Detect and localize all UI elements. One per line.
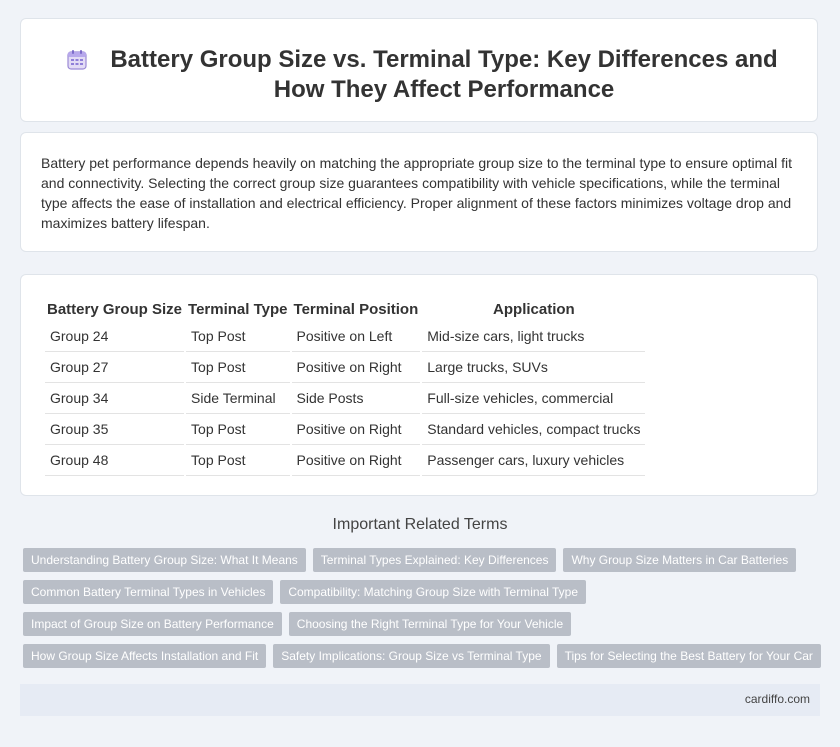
table-cell: Top Post (186, 352, 289, 383)
header-application: Application (493, 300, 575, 318)
table-cell: Positive on Left (292, 321, 421, 352)
related-tag[interactable]: Tips for Selecting the Best Battery for Your Car (557, 644, 821, 668)
table-cell: Side Posts (292, 383, 421, 414)
table-cell: Standard vehicles, compact trucks (422, 414, 645, 445)
page-title: Battery Group Size vs. Terminal Type: Key Differences and How They Affect Performance (110, 46, 778, 103)
related-tag[interactable]: Understanding Battery Group Size: What It Means (23, 548, 306, 572)
related-tag[interactable]: Why Group Size Matters in Car Batteries (563, 548, 796, 572)
related-tag[interactable]: Terminal Types Explained: Key Differences (313, 548, 557, 572)
title-card (20, 18, 818, 122)
related-tag[interactable]: Safety Implications: Group Size vs Terminal Type (273, 644, 549, 668)
related-tag[interactable]: Compatibility: Matching Group Size with Terminal Type (280, 580, 586, 604)
table-cell: Mid-size cars, light trucks (422, 321, 645, 352)
table-cell: Positive on Right (292, 352, 421, 383)
footer (20, 684, 820, 716)
table-row (45, 383, 645, 414)
table-cell: Full-size vehicles, commercial (422, 383, 645, 414)
table-cell: Large trucks, SUVs (422, 352, 645, 383)
related-tag[interactable]: Common Battery Terminal Types in Vehicles (23, 580, 273, 604)
table-cell: Group 35 (45, 414, 184, 445)
header-terminal-position: Terminal Position (293, 300, 419, 318)
header-terminal-type: Terminal Type (188, 300, 288, 318)
table-cell: Positive on Right (292, 445, 421, 476)
footer-site-link[interactable]: cardiffo.com (744, 692, 810, 706)
table-cell: Group 48 (45, 445, 184, 476)
related-tag[interactable]: Choosing the Right Terminal Type for Your Vehicle (289, 612, 571, 636)
intro-card (20, 132, 818, 252)
related-tags (23, 548, 823, 676)
table-cell: Top Post (186, 321, 289, 352)
table-cell: Top Post (186, 414, 289, 445)
table-cell: Positive on Right (292, 414, 421, 445)
related-terms-heading: Important Related Terms (332, 516, 508, 533)
related-tag[interactable]: Impact of Group Size on Battery Performance (23, 612, 282, 636)
table-row (45, 445, 645, 476)
table-cell: Group 27 (45, 352, 184, 383)
comparison-table (43, 295, 647, 476)
table-cell: Group 34 (45, 383, 184, 414)
table-cell: Side Terminal (186, 383, 289, 414)
table-header-row (45, 295, 645, 321)
intro-paragraph: Battery pet performance depends heavily on matching the appropriate group size to the terminal type to ensure optimal fit and connectivity. Selecting the correct group size guarantees compatibility with vehicle specifications, while the terminal type affects the ease of installation and electrical efficiency. Proper alignment of these factors minimizes voltage drop and maximizes battery lifespan. (41, 155, 792, 231)
table-row (45, 414, 645, 445)
header-group-size: Battery Group Size (47, 300, 183, 318)
table-cell: Top Post (186, 445, 289, 476)
table-card (20, 274, 818, 496)
table-row (45, 321, 645, 352)
related-tag[interactable]: How Group Size Affects Installation and Fit (23, 644, 266, 668)
table-cell: Passenger cars, luxury vehicles (422, 445, 645, 476)
table-cell: Group 24 (45, 321, 184, 352)
table-row (45, 352, 645, 383)
